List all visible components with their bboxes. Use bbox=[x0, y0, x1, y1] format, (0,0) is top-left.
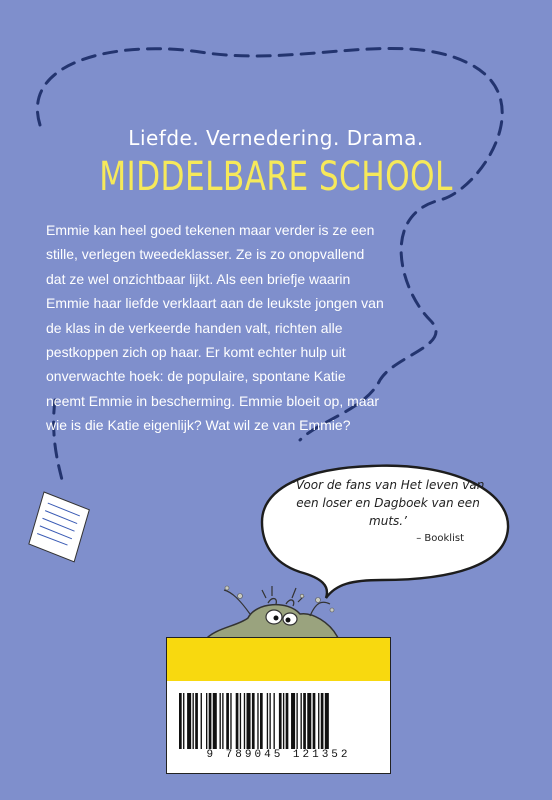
barcode-panel bbox=[166, 637, 391, 774]
goo-creature-icon bbox=[205, 586, 338, 640]
blurb-text: Emmie kan heel goed tekenen maar verder is ze een stille, verlegen tweedeklasser. Ze is zo onopvallend dat ze wel onzichtbaar lijkt. Als een briefje waarin Emmie haar liefde verklaart aan de leukste jongen van de klas in de verkeerde handen valt, richten alle pestkoppen zich op haar. Er komt echter hulp uit onverwachte hoek: de populaire, spontane Katie neemt Emmie in bescherming. Emmie bloeit op, maar wie is die Katie eigenlijk? Wat wil ze van Emmie? bbox=[46, 222, 384, 434]
paper-note-icon bbox=[27, 491, 91, 562]
barcode-icon bbox=[179, 693, 378, 749]
quote-block bbox=[288, 476, 488, 548]
yellow-band bbox=[167, 638, 390, 681]
quote-source: – Booklist bbox=[416, 533, 464, 544]
quote-text: ‘Voor de fans van Het leven van een loser en Dagboek van een muts.’ bbox=[291, 478, 485, 528]
cover-title: MIDDELBARE SCHOOL bbox=[99, 154, 453, 200]
back-cover-blurb bbox=[46, 218, 386, 438]
isbn-digits: 9 789045 121352 bbox=[206, 749, 351, 761]
cover-tagline: Liefde. Vernedering. Drama. bbox=[128, 126, 424, 150]
